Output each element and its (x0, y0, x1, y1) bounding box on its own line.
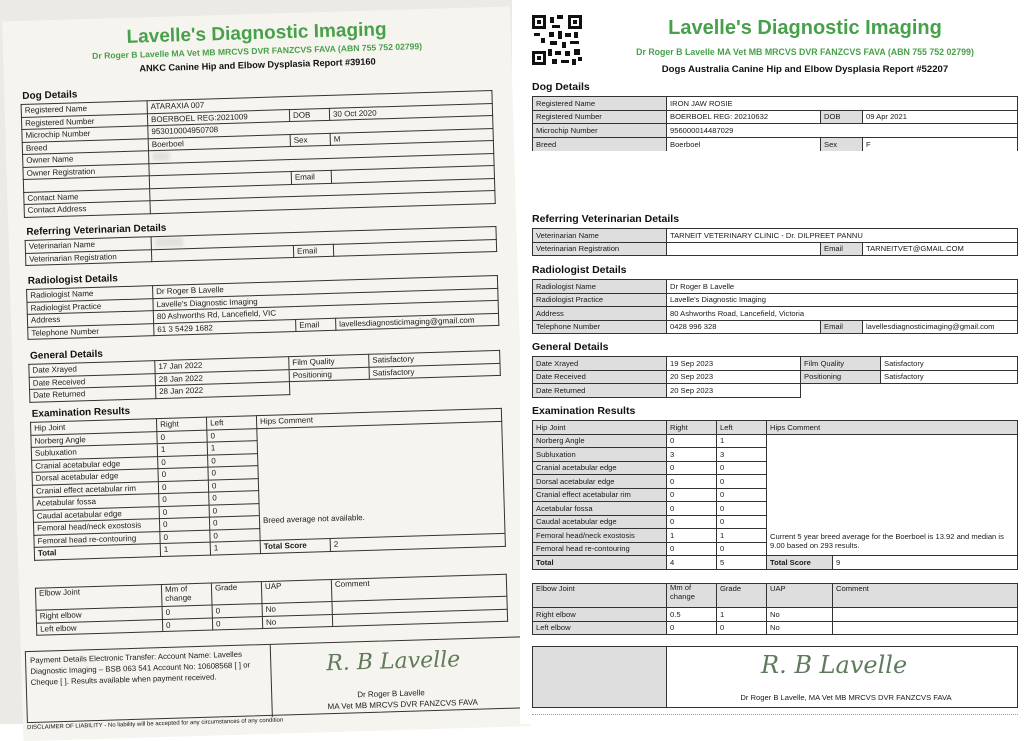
radiologist-address: 80 Ashworths Rd, Lancefield, VIC (153, 300, 498, 323)
hip-row-name: Norberg Angle (533, 434, 667, 448)
signature: R. B Lavelle (761, 651, 908, 679)
hips-comment: Breed average not available. (259, 508, 505, 540)
hip-row-left: 1 (717, 434, 767, 448)
hip-row-right: 0 (159, 492, 209, 506)
hip-row-right: 0 (160, 530, 210, 544)
signer-name: Dr Roger B Lavelle (357, 688, 425, 700)
col-uap: UAP (767, 584, 833, 608)
label: Address (27, 311, 153, 327)
hip-total-left: 5 (717, 556, 767, 570)
elbow-row-grade: 1 (717, 608, 767, 622)
hip-row-right: 0 (667, 461, 717, 475)
positioning: Satisfactory (369, 363, 500, 379)
hip-row-left: 0 (209, 516, 259, 530)
hip-row-name: Cranial acetabular edge (533, 461, 667, 475)
date-xrayed: 17 Jan 2022 (155, 357, 289, 373)
hip-row-left: 0 (208, 466, 258, 480)
section-radiologist-details: Radiologist Details (532, 264, 627, 276)
label: Email (293, 244, 333, 258)
radiologist-table (532, 279, 1018, 334)
hip-row-name: Femoral head re-contouring (34, 531, 160, 547)
hip-row-name: Cranial effect acetabular rim (32, 481, 158, 497)
owner-name-redacted: ░░░ (149, 141, 494, 164)
hip-row-left: 0 (209, 503, 259, 517)
signer: Dr Roger B Lavelle, MA Vet MB MRCVS DVR FANZCVS FAVA (740, 693, 952, 702)
radiologist-address: 80 Ashworths Road, Lancefield, Victoria (667, 307, 1018, 321)
sex: M (330, 128, 493, 145)
hip-row-right: 0 (158, 455, 208, 469)
elbow-row-name: Right elbow (533, 608, 667, 622)
label: Radiologist Practice (533, 293, 667, 307)
total-score: 2 (330, 533, 505, 551)
total-score-label: Total Score (260, 539, 330, 554)
footer-rule (532, 714, 1018, 715)
label: Registered Number (533, 110, 667, 124)
elbow-row-uap: No (767, 608, 833, 622)
label: Breed (533, 137, 667, 151)
doc-subtitle: Dr Roger B Lavelle MA Vet MB MRCVS DVR FANZCVS FAVA (ABN 755 752 02799) (92, 41, 423, 61)
sex: F (863, 137, 1018, 151)
col-comment: Comment (331, 574, 507, 601)
film-quality: Satisfactory (369, 350, 500, 366)
hip-row-right: 0 (667, 434, 717, 448)
date-returned: 20 Sep 2023 (667, 384, 801, 398)
vet-name-redacted: ░░░░░ (151, 226, 496, 249)
label: Veterinarian Name (533, 229, 667, 243)
elbow-row-mm: 0 (162, 605, 212, 619)
section-general-details: General Details (29, 348, 104, 362)
radiologist-name: Dr Roger B Lavelle (667, 280, 1018, 294)
dob: 09 Apr 2021 (863, 110, 1018, 124)
section-vet-details: Referring Veterinarian Details (26, 222, 167, 238)
hip-row-name: Femoral head/neck exostosis (33, 519, 159, 535)
elbow-row-grade: 0 (717, 621, 767, 635)
col-comment: Comment (833, 584, 1018, 608)
hip-row-right: 0 (159, 517, 209, 531)
col-mm-change: Mm of change (667, 584, 717, 608)
left-report-photo (0, 0, 512, 732)
label: Email (821, 242, 863, 256)
hip-row-right: 0 (158, 467, 208, 481)
hip-row-name: Cranial effect acetabular rim (533, 488, 667, 502)
section-exam-results: Examination Results (532, 405, 636, 417)
col-right: Right (667, 421, 717, 435)
col-uap: UAP (261, 580, 332, 604)
label: Sex (821, 137, 863, 151)
elbow-row-mm: 0 (667, 621, 717, 635)
hip-row-left: 0 (717, 502, 767, 516)
section-radiologist-details: Radiologist Details (27, 273, 118, 287)
signer-quals: MA Vet MB MRCVS DVR FANZCVS FAVA (327, 697, 479, 712)
radiologist-phone: 0428 996 328 (667, 320, 821, 334)
label: Film Quality (801, 357, 881, 371)
hip-row-right: 0 (157, 430, 207, 444)
label: Veterinarian Name (25, 237, 151, 253)
date-received: 20 Sep 2023 (667, 370, 801, 384)
col-elbow-joint: Elbow Joint (35, 585, 162, 611)
hip-row-left: 0 (717, 542, 767, 556)
payment-box (25, 636, 527, 723)
hip-row-right: 1 (157, 442, 207, 456)
label: Positioning (801, 370, 881, 384)
breed: Boerboel (667, 137, 821, 151)
label: Sex (290, 133, 330, 147)
registered-number: BOERBOEL REG: 20210632 (667, 110, 821, 124)
hip-row-right: 0 (159, 505, 209, 519)
label: Film Quality (289, 354, 369, 369)
elbow-row-uap: No (262, 602, 332, 617)
label: Owner Registration (23, 163, 149, 179)
label: Registered Name (533, 97, 667, 111)
hip-row-name: Caudal acetabular edge (33, 506, 159, 522)
doc-subtitle: Dr Roger B Lavelle MA Vet MB MRCVS DVR FANZCVS FAVA (ABN 755 752 02799) (636, 47, 974, 57)
col-right: Right (156, 417, 206, 431)
label: Telephone Number (28, 323, 154, 339)
label: Positioning (289, 367, 369, 382)
blank (801, 384, 1018, 398)
blank (667, 242, 821, 256)
label: Radiologist Name (533, 280, 667, 294)
hip-row-left: 0 (717, 488, 767, 502)
hip-row-left: 0 (207, 428, 257, 442)
elbow-table (35, 574, 508, 636)
elbow-row-mm: 0.5 (667, 608, 717, 622)
payment-area (533, 647, 667, 707)
col-hip-joint: Hip Joint (31, 419, 157, 435)
comment-space (257, 421, 504, 516)
col-grade: Grade (717, 584, 767, 608)
elbow-row-name: Left elbow (533, 621, 667, 635)
radiologist-practice: Lavelle's Diagnostic Imaging (667, 293, 1018, 307)
hip-total-label: Total (533, 556, 667, 570)
hip-row-name: Subluxation (533, 448, 667, 462)
hip-row-name: Acetabular fossa (33, 494, 159, 510)
payment-details: Payment Details Electronic Transfer: Account Name: Lavelles Diagnostic Imaging – BSB 063 541 Account No: 10608568 [ ] or Cheque [ ]. Results available when payment received. (29, 649, 251, 687)
label: Microchip Number (533, 124, 667, 138)
date-returned: 28 Jan 2022 (155, 382, 289, 398)
col-hip-joint: Hip Joint (533, 421, 667, 435)
vet-email: TARNEITVET@GMAIL.COM (863, 242, 1018, 256)
label: Email (291, 170, 331, 184)
label: Telephone Number (533, 320, 667, 334)
report-title: Dogs Australia Canine Hip and Elbow Dysplasia Report #52207 (661, 64, 949, 75)
signature: R. B Lavelle (325, 647, 461, 677)
elbow-row-comment (833, 621, 1018, 635)
comment-space (767, 434, 1018, 529)
label: Microchip Number (22, 126, 148, 142)
doc-title: Lavelle's Diagnostic Imaging (126, 19, 387, 48)
elbow-row-grade: 0 (212, 604, 262, 618)
col-left: Left (206, 416, 256, 430)
general-table (532, 356, 1018, 398)
hip-row-left: 0 (208, 478, 258, 492)
disclaimer: DISCLAIMER OF LIABILITY - No liability will be accepted for any circumstances of any condition (26, 717, 284, 732)
hip-row-name: Subluxation (31, 444, 157, 460)
hip-row-name: Acetabular fossa (533, 502, 667, 516)
radiologist-email: lavellesdiagnosticimaging@gmail.com (336, 313, 499, 330)
registered-name: ATARAXIA 007 (147, 91, 492, 114)
hip-row-right: 1 (667, 529, 717, 543)
label: Address (533, 307, 667, 321)
film-quality: Satisfactory (881, 357, 1018, 371)
section-exam-results: Examination Results (31, 405, 131, 420)
hip-row-right: 0 (158, 480, 208, 494)
label: Radiologist Practice (27, 298, 153, 314)
date-xrayed: 19 Sep 2023 (667, 357, 801, 371)
hip-table (30, 405, 506, 560)
elbow-row-name: Right elbow (36, 607, 162, 623)
label: Date Received (533, 370, 667, 384)
radiologist-name: Dr Roger B Lavelle (153, 275, 498, 298)
label: Email (296, 318, 336, 332)
hip-row-left: 0 (717, 515, 767, 529)
hip-total-right: 4 (667, 556, 717, 570)
col-left: Left (717, 421, 767, 435)
elbow-row-name: Left elbow (36, 619, 162, 635)
label: Date Received (29, 373, 155, 389)
hip-row-right: 0 (667, 502, 717, 516)
elbow-row-uap: No (262, 614, 332, 629)
total-score: 9 (833, 556, 1018, 570)
signature-area (270, 645, 273, 717)
signature-box (532, 646, 1018, 708)
dog-details-table (532, 96, 1018, 151)
label: Date Returned (30, 386, 156, 402)
section-vet-details: Referring Veterinarian Details (532, 213, 680, 225)
label: Registered Name (21, 101, 147, 117)
hip-row-left: 0 (210, 528, 260, 542)
hip-row-name: Dorsal acetabular edge (32, 469, 158, 485)
hip-row-right: 0 (667, 542, 717, 556)
radiologist-practice: Lavelle's Diagnostic Imaging (153, 288, 498, 311)
label: Veterinarian Registration (25, 249, 151, 265)
registered-number: BOERBOEL REG:2021009 (147, 109, 289, 126)
hip-row-name: Caudal acetabular edge (533, 515, 667, 529)
hip-row-right: 0 (667, 515, 717, 529)
label: Date Returned (533, 384, 667, 398)
col-grade: Grade (211, 582, 262, 605)
qr-code-icon (532, 15, 582, 65)
registered-name: IRON JAW ROSIE (667, 97, 1018, 111)
section-dog-details: Dog Details (22, 89, 78, 102)
hip-row-left: 1 (207, 441, 257, 455)
microchip: 953010004950708 (148, 116, 493, 139)
hip-row-left: 0 (208, 453, 258, 467)
breed: Boerboel (148, 134, 290, 151)
label: DOB (289, 108, 329, 122)
dog-details-table (21, 90, 496, 217)
hip-row-right: 3 (667, 448, 717, 462)
radiologist-email: lavellesdiagnosticimaging@gmail.com (863, 320, 1018, 334)
elbow-row-mm: 0 (162, 618, 212, 632)
hip-row-left: 0 (717, 461, 767, 475)
label: Breed (22, 138, 148, 154)
hip-row-left: 0 (209, 491, 259, 505)
hip-table (532, 420, 1018, 570)
hip-row-left: 3 (717, 448, 767, 462)
label: Email (821, 320, 863, 334)
date-received: 28 Jan 2022 (155, 369, 289, 385)
report-title: ANKC Canine Hip and Elbow Dysplasia Report #39160 (139, 56, 376, 74)
paper-sheet (2, 6, 531, 741)
total-score-label: Total Score (767, 556, 833, 570)
doc-title: Lavelle's Diagnostic Imaging (668, 17, 942, 39)
radiologist-phone: 61 3 5429 1682 (154, 319, 296, 336)
hip-row-name: Femoral head re-contouring (533, 542, 667, 556)
col-elbow-joint: Elbow Joint (533, 584, 667, 608)
hip-row-name: Norberg Angle (31, 431, 157, 447)
section-general-details: General Details (532, 341, 609, 353)
label: Contact Address (24, 201, 150, 217)
hip-row-left: 1 (717, 529, 767, 543)
hip-row-name: Cranial acetabular edge (32, 456, 158, 472)
hip-total-label: Total (34, 544, 160, 560)
label: DOB (821, 110, 863, 124)
col-hips-comment: Hips Comment (256, 408, 501, 428)
right-report-scan (520, 0, 1024, 724)
hip-total-left: 1 (210, 541, 260, 555)
label: Date Xrayed (533, 357, 667, 371)
microchip: 956000014487029 (667, 124, 1018, 138)
elbow-row-grade: 0 (212, 616, 262, 630)
hips-comment: Current 5 year breed average for the Boerboel is 13.92 and median is 9.00 based on 293 results. (767, 529, 1018, 556)
positioning: Satisfactory (881, 370, 1018, 384)
section-dog-details: Dog Details (532, 81, 590, 93)
hip-total-right: 1 (160, 542, 210, 556)
col-mm-change: Mm of change (161, 583, 212, 606)
label: Contact Name (24, 188, 150, 204)
hip-row-right: 0 (667, 488, 717, 502)
label: Registered Number (21, 113, 147, 129)
label: Date Xrayed (29, 361, 155, 377)
elbow-table (532, 583, 1018, 635)
label: Owner Name (23, 151, 149, 167)
vet-details-table (532, 228, 1018, 256)
hip-row-left: 0 (717, 475, 767, 489)
vet-name: TARNEIT VETERINARY CLINIC - Dr. DILPREET PANNU (667, 229, 1018, 243)
dob: 30 Oct 2020 (329, 103, 492, 120)
col-hips-comment: Hips Comment (767, 421, 1018, 435)
elbow-row-comment (833, 608, 1018, 622)
elbow-row-uap: No (767, 621, 833, 635)
hip-row-name: Femoral head/neck exostosis (533, 529, 667, 543)
label: Radiologist Name (27, 286, 153, 302)
label: Veterinarian Registration (533, 242, 667, 256)
hip-row-name: Dorsal acetabular edge (533, 475, 667, 489)
hip-row-right: 0 (667, 475, 717, 489)
